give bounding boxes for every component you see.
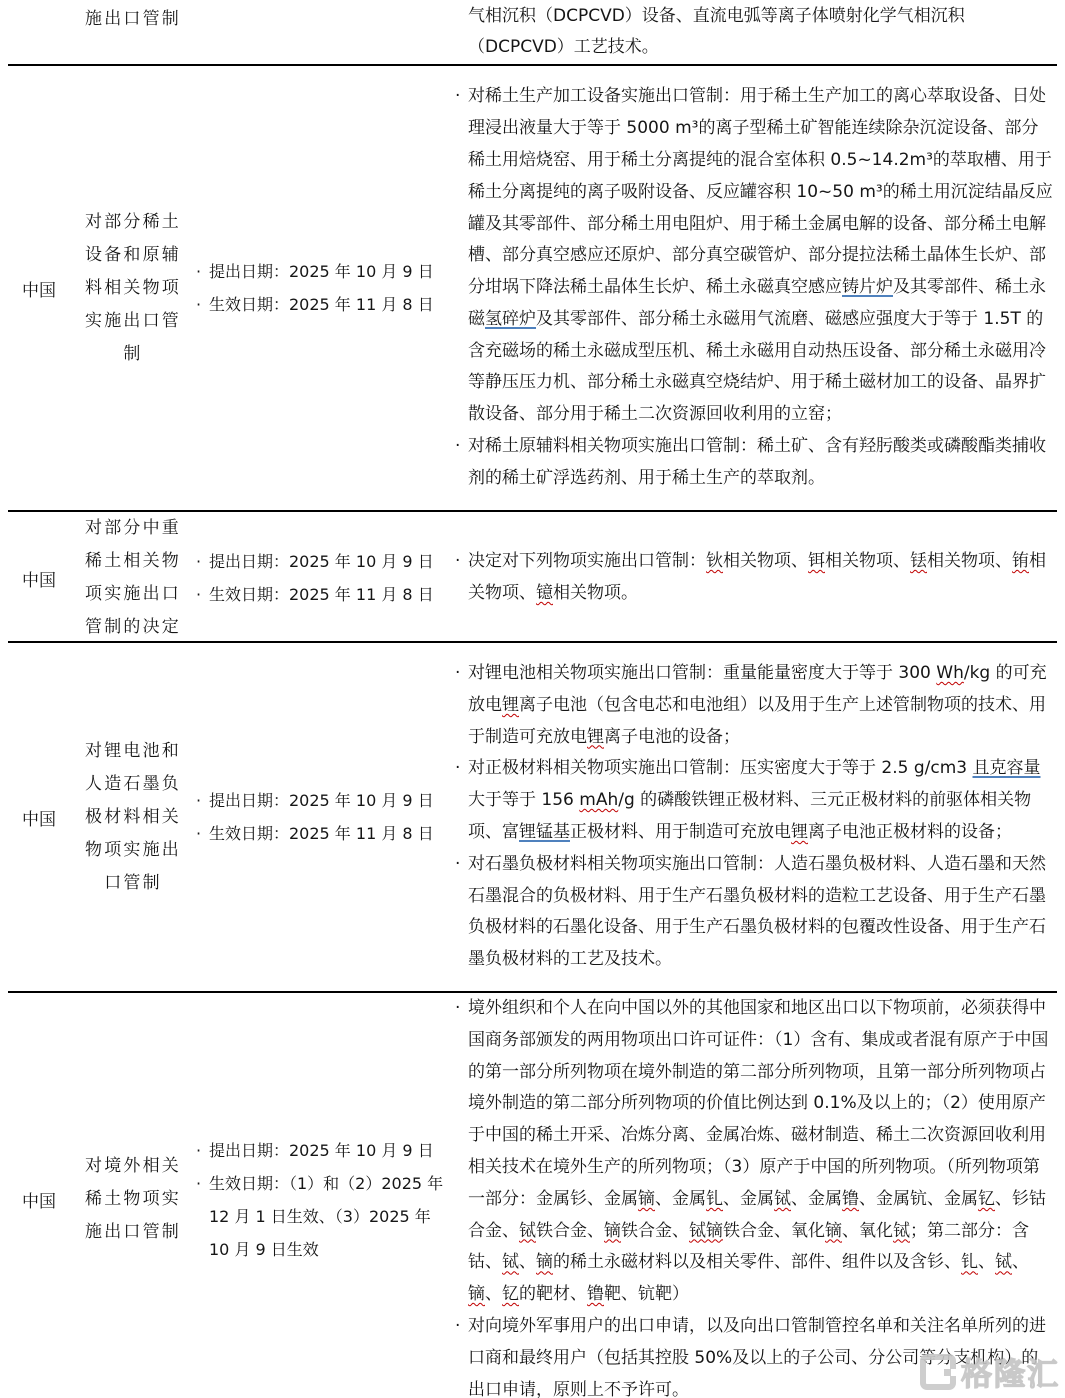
dates-cell (196, 0, 455, 64)
dates-cell (196, 993, 455, 1398)
bullet-dot: · (455, 663, 461, 684)
policy-title-cell (70, 993, 196, 1398)
bullet-dot: · (455, 853, 461, 874)
date-item (196, 545, 455, 578)
detail-text: 境外组织和个人在向中国以外的其他国家和地区出口以下物项前，必须获得中国商务部颁发的两用物项出口许可证件：（1）含有、集成或者混有原产于中国的第一部分所列物项在境外制造的第二部分所列物项，且第一部分所列物项占境外制造的第二部分所列物项的价值比例达到 0.1%及以上的；（2）使用原产于中国的稀土开采、冶炼分离、金属冶炼、磁材制造、稀土二次资源回收利用相关技术在境外生产的所列物项；（3）原产于中国的所列物项。（所列物项第一部分：金属钐、金属镝、金属钆、金属铽、金属镥、金属钪、金属钇、钐钴合金、铽铁合金、镝铁合金、铽镝铁合金、氧化镝、氧化铽；第二部分：含钴、铽、镝的稀土永磁材料以及相关零件、部件、组件以及含钐、钆、铽、镝、钇的靶材、镥靶、钪靶） (468, 998, 1049, 1305)
date-text: 生效日期：2025 年 11 月 8 日 (209, 585, 434, 604)
watermark (920, 1349, 1060, 1394)
details-cell (455, 66, 1057, 510)
detail-text: 决定对下列物项实施出口管制：钬相关物项、铒相关物项、铥相关物项、铕相关物项、镱相关物项。 (468, 551, 1046, 603)
details-cell (455, 512, 1057, 643)
policy-title: 施出口管制 (85, 9, 181, 29)
detail-bullet (455, 993, 1053, 1311)
date-item (196, 1134, 455, 1167)
table-row (8, 643, 1057, 993)
detail-text: 对稀土生产加工设备实施出口管制：用于稀土生产加工的离心萃取设备、日处理浸出液量大于等于 5000 m³的离子型稀土矿智能连续除杂沉淀设备、部分稀土用焙烧窑、用于稀土分离提纯的混合室体积 0.5~14.2m³的萃取槽、用于稀土分离提纯的离子吸附设备、反应罐容积 10~50 m³的稀土用沉淀结晶反应罐及其零部件、部分稀土用电阻炉、用于稀土金属电解的设备、部分稀土电解槽、部分真空感应还原炉、部分真空碳管炉、部分提拉法稀土晶体生长炉、部分坩埚下降法稀土晶体生长炉、稀土永磁真空感应铸片炉及其零部件、稀土永磁氢碎炉及其零部件、部分稀土永磁用气流磨、磁感应强度大于等于 1.5T 的含充磁场的稀土永磁成型压机、稀土永磁用自动热压设备、部分稀土永磁用冷等静压压力机、部分稀土永磁真空烧结炉、用于稀土磁材加工的设备、晶界扩散设备、部分用于稀土二次资源回收利用的立窑； (468, 86, 1053, 425)
date-item (196, 255, 455, 288)
policy-title-cell (70, 512, 196, 643)
detail-bullet (455, 431, 1053, 495)
logo-bar (944, 1369, 951, 1376)
bullet-dot: · (196, 262, 202, 281)
watermark-text: 格隆汇 (961, 1357, 1060, 1393)
bullet-dot: · (196, 824, 202, 843)
country-cell (8, 512, 70, 643)
bullet-dot: · (455, 758, 461, 779)
bullet-dot: · (196, 295, 202, 314)
dates-cell (196, 643, 455, 991)
detail-bullet (455, 658, 1053, 753)
country-label: 中国 (22, 570, 56, 591)
dates-cell (196, 512, 455, 643)
detail-text: 气相沉积（DCPCVD）设备、直流电弧等离子体喷射化学气相沉积（DCPCVD）工艺技术。 (468, 6, 965, 57)
bullet-dot: · (455, 436, 461, 457)
country-cell (8, 643, 70, 991)
detail-text: 对稀土原辅料相关物项实施出口管制：稀土矿、含有羟肟酸类或磷酸酯类捕收剂的稀土矿浮选药剂、用于稀土生产的萃取剂。 (468, 436, 1046, 488)
table-row (8, 66, 1057, 512)
table-row-partial (8, 0, 1057, 66)
detail-text: 对锂电池相关物项实施出口管制：重量能量密度大于等于 300 Wh/kg 的可充放电锂离子电池（包含电芯和电池组）以及用于生产上述管制物项的技术、用于制造可充放电锂离子电池的设备； (468, 663, 1047, 747)
date-item (196, 784, 455, 817)
policy-title: 对部分稀土设备和原辅料相关物项实施出口管制 (85, 211, 181, 364)
detail-bullet (455, 849, 1053, 976)
detail-text: 对向境外军事用户的出口申请，以及向出口管制管控名单和关注名单所列的进口商和最终用户（包括其控股 50%及以上的子公司、分公司等分支机构）的出口申请，原则上不予许可。 (468, 1315, 1046, 1398)
policy-table (8, 0, 1057, 1398)
detail-text: 对石墨负极材料相关物项实施出口管制：人造石墨负极材料、人造石墨和天然石墨混合的负极材料、用于生产石墨负极材料的造粒工艺设备、用于生产石墨负极材料的石墨化设备、用于生产石墨负极材料的包覆改性设备、用于生产石墨负极材料的工艺及技术。 (468, 853, 1046, 970)
bullet-dot: · (196, 1140, 202, 1160)
bullet-dot: · (455, 86, 461, 107)
policy-title-cell (70, 643, 196, 991)
bullet-dot: · (196, 791, 202, 810)
country-label: 中国 (22, 1192, 56, 1213)
table-row (8, 512, 1057, 643)
policy-title: 对境外相关稀土物项实施出口管制 (85, 1156, 181, 1243)
bullet-dot: · (455, 551, 461, 572)
date-text: 提出日期：2025 年 10 月 9 日 (209, 791, 434, 810)
country-cell (8, 993, 70, 1398)
bullet-dot: · (455, 1315, 461, 1336)
policy-title: 对部分中重稀土相关物项实施出口管制的决定 (85, 518, 181, 637)
detail-bullet (455, 753, 1053, 848)
date-text: 生效日期：2025 年 11 月 8 日 (209, 824, 434, 843)
details-cell (455, 0, 1057, 64)
country-label: 中国 (22, 280, 56, 301)
details-cell (455, 993, 1057, 1398)
gelonghui-logo-icon (920, 1354, 956, 1390)
date-text: 提出日期：2025 年 10 月 9 日 (209, 1140, 434, 1160)
detail-bullet (455, 546, 1053, 610)
country-cell (8, 66, 70, 510)
date-text: 提出日期：2025 年 10 月 9 日 (209, 552, 434, 571)
details-cell (455, 643, 1057, 991)
policy-title-cell (70, 66, 196, 510)
dates-cell (196, 66, 455, 510)
date-item (196, 817, 455, 850)
detail-bullet (455, 81, 1053, 431)
date-text: 生效日期：（1）和（2）2025 年 12 月 1 日生效、（3）2025 年 10 月 9 日生效 (209, 1173, 444, 1259)
policy-title: 对锂电池和人造石墨负极材料相关物项实施出口管制 (85, 740, 181, 893)
date-item (196, 578, 455, 611)
country-label: 中国 (22, 809, 56, 830)
bullet-dot: · (455, 998, 461, 1018)
bullet-dot: · (196, 552, 202, 571)
detail-text: 对正极材料相关物项实施出口管制：压实密度大于等于 2.5 g/cm3 且克容量大于等于 156 mAh/g 的磷酸铁锂正极材料、三元正极材料的前驱体相关物项、富锂锰基正极材料、用于制造可充放电锂离子电池正极材料的设备； (468, 758, 1041, 842)
date-item (196, 288, 455, 321)
table-row (8, 993, 1057, 1398)
bullet-dot: · (196, 585, 202, 604)
date-item (196, 1167, 455, 1266)
country-cell (8, 0, 70, 64)
date-text: 生效日期：2025 年 11 月 8 日 (209, 295, 434, 314)
date-text: 提出日期：2025 年 10 月 9 日 (209, 262, 434, 281)
bullet-dot: · (196, 1173, 202, 1193)
policy-title-cell (70, 0, 196, 64)
